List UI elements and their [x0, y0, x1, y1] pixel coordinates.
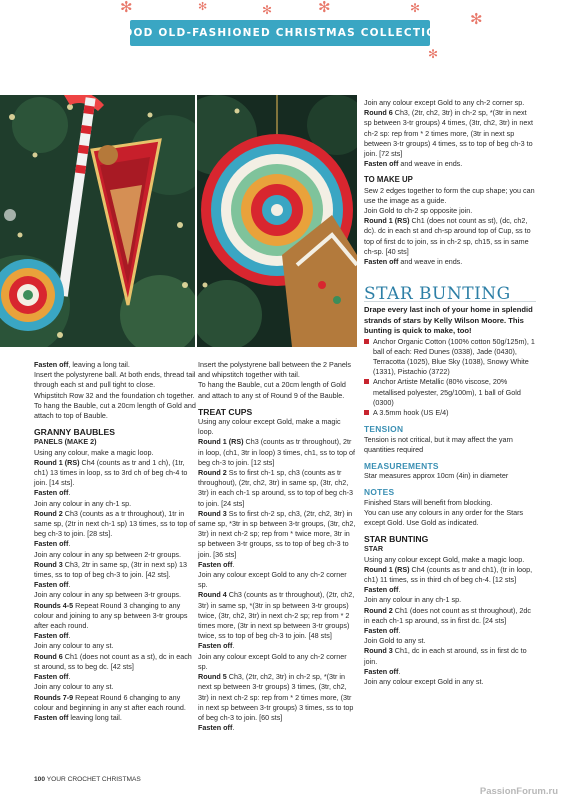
instruction-text: Whipstitch Row 32 and the foundation ch together. [34, 390, 195, 400]
instruction-label: Round 1 (RS) [198, 437, 244, 447]
material-item [364, 377, 536, 408]
instruction-text: Join Gold to any st. [364, 636, 426, 646]
column-1 [34, 360, 196, 723]
star-instructions [364, 555, 536, 688]
tension-text: Tension is not critical, but it may affect the yarn quantities required [364, 434, 513, 454]
instruction-line [34, 580, 196, 590]
instruction-label: Round 6 [364, 108, 393, 118]
instruction-text: . [68, 488, 71, 498]
instruction-line [364, 159, 536, 169]
bullet-icon [364, 339, 369, 344]
material-item [364, 337, 536, 378]
instruction-line [198, 641, 358, 651]
instruction-line [34, 560, 196, 580]
star-bunting-pattern-heading: STAR BUNTING [364, 534, 429, 545]
instruction-line [198, 468, 358, 509]
instruction-text: Join any colour except Gold to any ch-2 corner sp. [198, 651, 347, 671]
star-bunting-section [364, 284, 536, 687]
instruction-line [198, 652, 358, 672]
instruction-text: Join any colour in any sp between 3-tr groups. [34, 590, 182, 600]
instruction-line [364, 98, 536, 108]
instruction-text: Ch3, 2tr in same sp, (3tr in next sp) 13 times, ss to top of beg ch-3 to join. [42 sts]. [34, 559, 187, 580]
instruction-line [198, 509, 358, 560]
instruction-line [364, 186, 536, 206]
instruction-text: Ss to first ch-2 sp, ch3, (2tr, ch2, 3tr) in same sp, *3tr in sp between 3-tr groups, (3tr, ch2, 3tr) in next ch-2 sp; rep from * twice more, 3tr in sp between 3-tr groups, ss to top of beg ch-3 to join. [36 sts] [198, 508, 356, 559]
instruction-text: Insert the polystyrene ball between the 2 Panels and whipstitch together with tail. [198, 360, 352, 380]
instruction-text: , leaving a long tail. [68, 360, 130, 369]
instruction-label: Round 1 (RS) [34, 457, 80, 467]
instruction-line [34, 539, 196, 549]
instruction-label: Round 3 [198, 508, 227, 518]
instruction-line [364, 206, 536, 216]
instruction-line [34, 693, 196, 713]
instruction-line [34, 401, 196, 421]
granny-bauble-photo [197, 95, 357, 347]
instruction-line [364, 646, 536, 666]
instruction-line [364, 636, 536, 646]
subheading-panels: PANELS (MAKE 2) [34, 437, 97, 447]
instruction-text: Join any colour except Gold to any ch-2 corner sp. [364, 98, 525, 107]
snowflake-icon: ✻ [428, 47, 439, 61]
bullet-icon [364, 410, 369, 415]
instruction-label: Round 3 [34, 559, 63, 569]
instruction-text: Repeat Round 3 changing to any colour and joining to any sp between 3-tr groups after each round. [34, 600, 188, 631]
instruction-label: Round 4 [198, 590, 227, 600]
instruction-text: . [232, 641, 235, 651]
instruction-line [34, 509, 196, 540]
material-text: Anchor Artiste Metallic (80% viscose, 20% metallised polyester, 25g/100m), 1 ball of Gold (0300) [373, 377, 521, 407]
instruction-label: Fasten off [34, 488, 69, 498]
instruction-line [34, 550, 196, 560]
instruction-line [34, 601, 196, 632]
instruction-label: Fasten off [198, 723, 233, 733]
section-heading-treat-cups: TREAT CUPS [198, 406, 253, 417]
instruction-text: Using any colour except Gold, make a magic loop. [198, 417, 341, 437]
snowflake-icon: ✻ [470, 11, 483, 28]
snowflake-icon: ✻ [318, 0, 331, 16]
instruction-line [34, 488, 196, 498]
instruction-text: Ch1 (does not count as st), (dc, ch2, dc). dc in each st and ch-sp around top of Cup, ss to top of first dc to join, ss in ch-2 sp, ch15, ss in same ch-sp. [40 sts] [364, 216, 531, 256]
instruction-label: Fasten off [364, 257, 399, 267]
instruction-text: Join any colour except Gold to any ch-2 corner sp. [198, 570, 347, 590]
instruction-line [34, 391, 196, 401]
section-heading-granny-baubles: GRANNY BAUBLES [34, 427, 116, 438]
instruction-line [34, 682, 196, 692]
instruction-line [364, 565, 536, 585]
instruction-text: Ch3, (2tr, ch2, 3tr) in ch-2 sp, *(3tr in next sp between 3-tr groups) 4 times, (3tr, ch2, 3tr) in next ch-2 sp: rep from * 2 times more, (3tr in next sp between 3-tr groups) 4 times, ss to top of beg ch-3 to join. [72 sts] [364, 108, 533, 159]
star-bunting-intro: Drape every last inch of your home in splendid strands of stars by Kelly Wilson Moore. This bunting is quick to make, too! [364, 305, 533, 336]
watermark: PassionForum.ru [479, 786, 558, 797]
instruction-label: Fasten off [364, 666, 399, 676]
instruction-text: . [398, 666, 401, 676]
column-3 [364, 98, 536, 687]
col1-instructions [34, 448, 196, 723]
instruction-text: To hang the Bauble, cut a 20cm length of Gold and attach to top of Bauble. [34, 400, 196, 421]
notes-text: You can use any colours in any order for the Stars except Gold. Use Gold as indicated. [364, 507, 524, 527]
star-subheading: STAR [364, 544, 384, 554]
instruction-line [34, 458, 196, 489]
material-text: Anchor Organic Cotton (100% cotton 50g/125m), 1 ball of each: Red Dunes (0338), Jade (0430), Terracotta (1025), Blue Sky (1038), Snowy White (1331), Pistachio (3722) [373, 336, 535, 377]
instruction-text: Ch3 (counts as tr throughout), 2tr in loop, (ch1, 3tr in loop) 3 times, ch1, ss to top of beg ch-3 to join. [12 sts] [198, 437, 356, 467]
instruction-label: Round 2 [364, 605, 393, 615]
instruction-label: Fasten off [34, 712, 69, 722]
section-heading-to-make-up: TO MAKE UP [364, 175, 413, 185]
instruction-line [364, 677, 536, 687]
star-bunting-title: STAR BUNTING [364, 289, 536, 302]
instruction-label: Fasten off [364, 625, 399, 635]
col1-text-block [34, 360, 196, 421]
instruction-text: Ch3 (counts as a tr throughout), 1tr in same sp, (2tr in next ch-1 sp) 13 times, ss to top of beg ch-3 to join. [28 sts]. [34, 508, 196, 539]
instruction-text: Ch1 (does not count as st throughout), 2dc in each ch-1 sp around, ss in first dc. [24 sts] [364, 605, 531, 625]
instruction-label: Fasten off [34, 539, 69, 549]
instruction-line [364, 667, 536, 677]
instruction-label: Round 2 [34, 508, 63, 518]
instruction-text: Join any colour in any sp between 2-tr groups. [34, 549, 182, 559]
instruction-text: . [68, 580, 71, 590]
instruction-text: Join any colour in any ch-1 sp. [34, 498, 132, 508]
measurements-heading: MEASUREMENTS [364, 460, 439, 471]
instruction-label: Fasten off [198, 641, 233, 651]
instruction-text: . [68, 631, 71, 641]
material-text: A 3.5mm hook (US E/4) [373, 408, 449, 418]
instruction-text: Ch4 (counts as tr and 1 ch), (1tr, ch1) 13 times in loop, ss to 3rd ch of beg ch-4 to join. [14 sts]. [34, 457, 188, 488]
instruction-text: Ch1, dc in each st around, ss in first dc to join. [364, 646, 527, 666]
instruction-line [198, 672, 358, 723]
instruction-label: Round 3 [364, 646, 393, 656]
instruction-line [198, 417, 358, 437]
instruction-text: . [232, 723, 235, 733]
instruction-label: Fasten off [34, 631, 69, 641]
col3-text-block [364, 98, 536, 169]
instruction-label: Round 6 [34, 651, 63, 661]
magazine-name: YOUR CROCHET CHRISTMAS [46, 776, 141, 783]
instruction-text: Ch4 (counts as tr and ch1), (tr in loop, ch1) 11 times, ss in third ch of beg ch-4. [12 sts] [364, 564, 533, 584]
header-title-bar [113, 20, 447, 46]
header-banner [0, 0, 566, 70]
instruction-text: . [68, 672, 71, 682]
instruction-line [198, 723, 358, 733]
instruction-text: . [232, 559, 235, 569]
snowflake-icon: ✻ [198, 1, 208, 13]
instruction-text: Ch1 (does not count as a st), dc in each st around, ss to beg dc. [42 sts] [34, 651, 192, 671]
instruction-line [34, 370, 196, 390]
instruction-line [34, 652, 196, 672]
instruction-line [364, 108, 536, 159]
measurements-text: Star measures approx 10cm (4in) in diameter [364, 471, 509, 481]
tension-heading: TENSION [364, 424, 404, 435]
instruction-label: Fasten off [34, 580, 69, 590]
instruction-text: Insert the polystyrene ball. At both ends, thread tail through each st and pull tight to close. [34, 370, 196, 390]
treat-cup-photo [0, 95, 195, 347]
instruction-text: and weave in ends. [398, 159, 463, 169]
instruction-text: leaving long tail. [68, 712, 122, 722]
instruction-line [198, 437, 358, 468]
instruction-line [364, 585, 536, 595]
page-title: GOOD OLD-FASHIONED CHRISTMAS COLLECTION [113, 27, 447, 39]
instruction-line [364, 216, 536, 257]
instruction-label: Rounds 7-9 [34, 692, 74, 702]
instruction-text: Join any colour to any st. [34, 641, 114, 651]
snowflake-icon: ✻ [262, 3, 273, 17]
instruction-line [198, 360, 358, 380]
materials-list [364, 337, 536, 419]
instruction-label: Round 5 [198, 672, 227, 682]
instruction-label: Fasten off [364, 159, 399, 169]
notes-heading: NOTES [364, 487, 395, 498]
instruction-line [364, 257, 536, 267]
instruction-text: Join any colour except Gold in any st. [364, 676, 484, 686]
snowflake-icon: ✻ [120, 0, 133, 16]
instruction-line [364, 626, 536, 636]
instruction-text: Repeat Round 6 changing to any colour and beginning in any st after each round. [34, 692, 186, 712]
instruction-label: Round 1 (RS) [364, 216, 410, 226]
instruction-text: . [68, 539, 71, 549]
instruction-text: Ch3, (2tr, ch2, 3tr) in ch-2 sp, *(3tr in next sp between 3-tr groups) 3 times, (3tr, ch2, 3tr) in next ch-2 sp: rep from * 2 times more, (3tr in next sp between 3-tr groups) 3 times, ss to top of beg ch-3 to join. [60 sts] [198, 672, 354, 722]
instruction-line [34, 713, 196, 723]
instruction-line [34, 590, 196, 600]
instruction-line [364, 555, 536, 565]
instruction-label: Rounds 4-5 [34, 600, 74, 610]
instruction-text: . [398, 625, 401, 635]
instruction-label: Round 1 (RS) [364, 564, 410, 574]
instruction-text: Join Gold to ch-2 sp opposite join. [364, 206, 473, 216]
instruction-line [34, 448, 196, 458]
instruction-text: . [398, 585, 401, 595]
instruction-label: Fasten off [34, 360, 69, 369]
instruction-line [34, 360, 196, 370]
instruction-line [364, 606, 536, 626]
instruction-text: Sew 2 edges together to form the cup shape; you can use the image as a guide. [364, 185, 535, 205]
instruction-line [198, 590, 358, 641]
instruction-label: Fasten off [364, 585, 399, 595]
col2-instructions [198, 417, 358, 733]
snowflake-icon: ✻ [410, 1, 421, 15]
instruction-text: To hang the Bauble, cut a 20cm length of Gold and attach to any st of Round 9 of the Bauble. [198, 380, 346, 400]
bullet-icon [364, 379, 369, 384]
instruction-line [198, 560, 358, 570]
instruction-line [198, 380, 358, 400]
col2-text-block [198, 360, 358, 401]
instruction-text: Using any colour except Gold, make a magic loop. [364, 554, 525, 564]
instruction-line [198, 570, 358, 590]
instruction-text: Using any colour, make a magic loop. [34, 447, 154, 457]
instruction-line [34, 672, 196, 682]
instruction-label: Fasten off [34, 672, 69, 682]
instruction-line [34, 641, 196, 651]
page-footer [34, 776, 141, 783]
material-item [364, 408, 536, 418]
instruction-label: Round 2 [198, 468, 227, 478]
instruction-line [34, 631, 196, 641]
instruction-text: Join any colour in any ch-1 sp. [364, 595, 462, 605]
instruction-line [34, 499, 196, 509]
instruction-text: Join any colour to any st. [34, 682, 114, 692]
column-2 [198, 360, 358, 733]
instruction-text: Ch3 (counts as tr throughout), (2tr, ch2, 3tr) in same sp, *(3tr in sp between 3-tr groups) twice, (3tr, ch2, 3tr) in next ch-2 sp; rep from * 2 times more, (3tr in next sp between 3-tr groups) twice, ss to top of beg ch-3 to join. [48 sts] [198, 590, 355, 641]
instruction-label: Fasten off [198, 559, 233, 569]
col3-make-up [364, 186, 536, 268]
instruction-line [364, 595, 536, 605]
instruction-text: and weave in ends. [398, 257, 463, 267]
instruction-text: Ss to first ch-1 sp, ch3 (counts as tr throughout), (2tr, ch2, 3tr) in same sp, (3tr, ch2, 3tr) in each ch-1 sp around, ss to top of beg ch-3 to join. [24 sts] [198, 468, 354, 508]
notes-text: Finished Stars will benefit from blocking. [364, 497, 493, 507]
page-number: 100 [34, 776, 46, 783]
